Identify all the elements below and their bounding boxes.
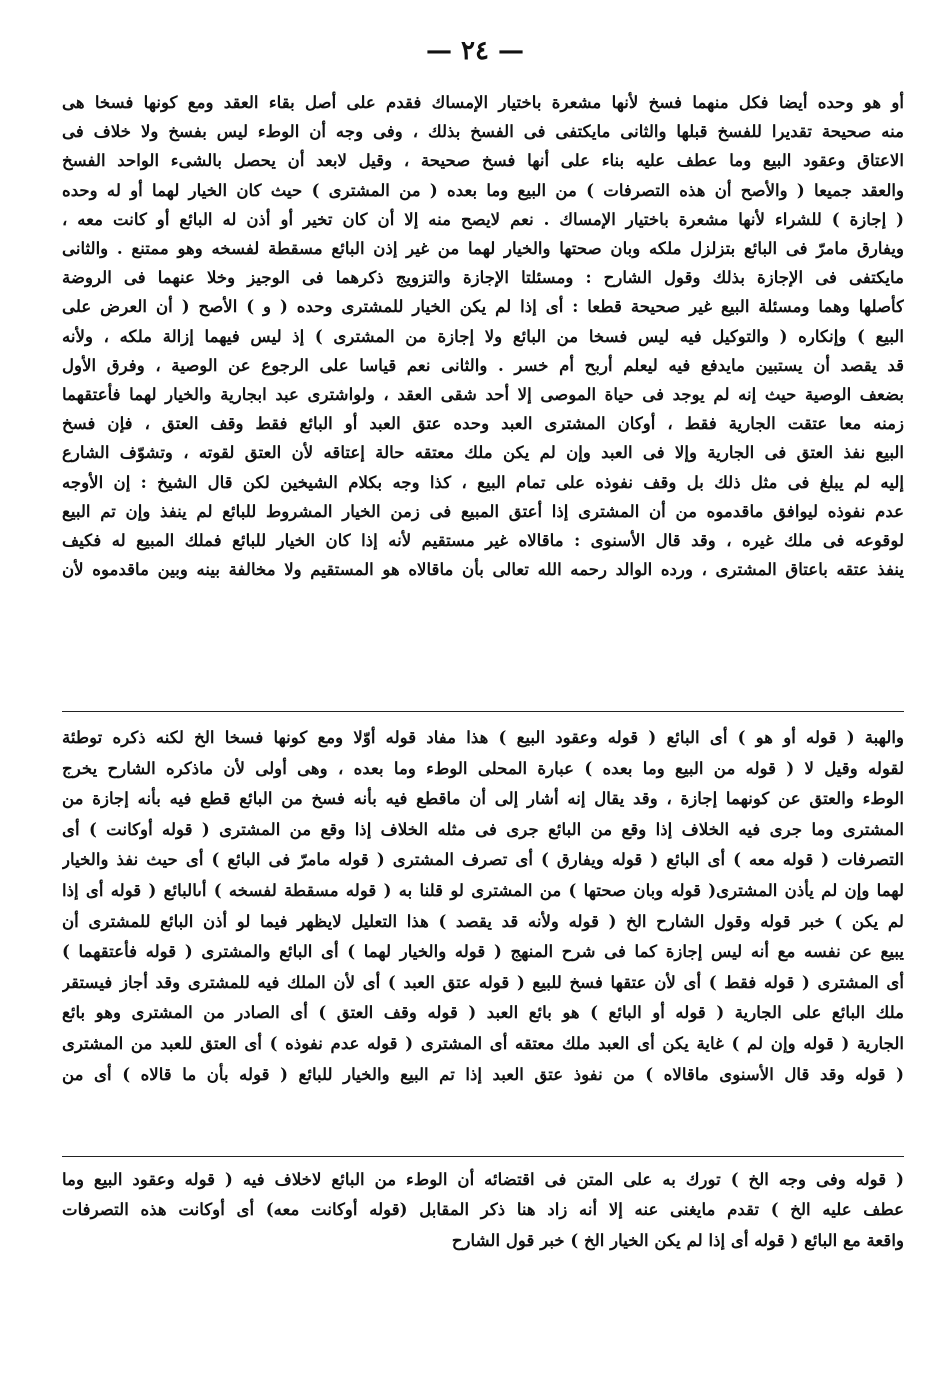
- gloss-line: عطف عليه الخ ) تقدم مايغنى عنه إلا أنه زاد هنا ذكر المقابل (قوله أوكانت معه) أى أوكانت هذه التصرفات: [62, 1199, 904, 1220]
- gloss-line: لهما وإن لم يأذن المشترى( قوله وبان صحتها ) من المشترى لو قلنا به ( قوله مسقطة لفسخه ) أىالبائع ( قوله أى إذا: [62, 879, 904, 900]
- main-line: لوقوعه فى ملك غيره ، وقد قال الأسنوى : ماقالاه غير مستقيم لأنه إذا كان الخيار للبائع فملك المبيع له فكيف: [62, 530, 904, 551]
- gloss-line: أى المشترى ( قوله فقط ) أى لأن عتقها فسخ للبيع ( قوله عتق العبد ) أى لأن الملك فيه للمشترى وقد أجاز فيستقر: [62, 971, 904, 992]
- main-line: منه صحيحة تقديرا للفسخ قبلها والثانى مايكتفى فى الفسخ بذلك ، وفى وجه أن الوطء ليس بفسخ ولا خلاف فى: [62, 121, 904, 142]
- main-line: قد يقصد أن يستبين مايدفع فيه ليعلم أربح أم خسر . والثانى نعم قياسا على الرجوع عن الوصية ، وفرق الأول: [62, 354, 904, 375]
- gloss-line: ( قوله وفى وجه الخ ) تورك به على المتن فى اقتضائه أن الوطء من البائع لاخلاف فيه ( قوله وعقود البيع وما: [62, 1169, 904, 1189]
- main-line: إليه لم يبلغ فى مثل ذلك بل وقف نفوذه على تمام البيع ، كذا وجه بكلام الشيخين لكن قال الشيخ : إن الأوجه: [62, 471, 904, 492]
- main-line: والعقد جميعا ( والأصح أن هذه التصرفات ) من البيع وما بعده ( من المشترى ) حيث كان الخيار لهما أو له وحده: [62, 179, 904, 200]
- gloss-line: لم يكن ) خبر قوله وقول الشارح الخ ( قوله ولأنه قد يقصد ) هذا التعليل لايظهر فيما لو أذن البائع للمشترى أن: [62, 910, 904, 931]
- main-line: مايكتفى فى الإجازة بذلك وقول الشارح : ومسئلتا الإجازة والتزويج ذكرهما فى الوجيز وخلا عنهما فى الروضة: [62, 267, 904, 288]
- main-line: ويفارق مامرّ فى البائع بتزلزل ملكه وبان صحتها والخيار لهما من غير إذن البائع مسقطة لفسخه وهو ممتنع . والثانى: [62, 238, 904, 259]
- page-number: — ٢٤ —: [425, 36, 525, 66]
- main-text-block: [62, 88, 904, 584]
- gloss-line: الجارية ( قوله وإن لم ) غاية يكن أى العبد ملك معتقه أى المشترى ( قوله عدم نفوذه ) أى العتق للعبد من المشترى: [62, 1032, 904, 1053]
- main-line: عدم نفوذه ليوافق ماقدموه من أن المشترى إذا أعتق المبيع فى زمن الخيار المشروط للبائع لم ينفذ وإن تم البيع: [62, 500, 904, 521]
- gloss-line: ( قوله وقد قال الأسنوى ماقالاه ) من نفوذ عتق العبد إذا تم البيع والخيار للبائع ( قوله بأن ما قالاه ) أى من: [62, 1063, 904, 1084]
- main-line: البيع ) وإنكاره ( والتوكيل فيه ليس فسخا من البائع ولا إجازة من المشترى ) إذ ليس فيهما إزالة ملكه ، ولأنه: [62, 325, 904, 346]
- separator-rule: [62, 1156, 904, 1157]
- gloss-line: والهبة ( قوله أو هو ) أى البائع ( قوله وعقود البيع ) هذا مفاد قوله أوّلا ومع كونها فسخا الخ لكنه ذكره توطئة: [62, 727, 904, 747]
- gloss-line: واقعة مع البائع ( قوله أى إذا لم يكن الخيار الخ ) خبر قول الشارح: [451, 1229, 904, 1250]
- gloss-line: لقوله وقيل لا ( قوله من البيع وما بعده ) عبارة المحلى الوطء وما بعده ، وهى أولى لأن ماذكره الشارح يخرج: [62, 757, 904, 778]
- main-line: البيع نفذ العتق فى الجارية وإلا فى العبد وإن لم يكن ملك معتقه حالة إعتاقه لأن العتق لقوته ، وتشوّف الشارع: [62, 442, 904, 463]
- main-line: أو هو وحده أيضا فكل منهما فسخ لأنها مشعرة باختيار الإمساك فقدم على أصل بقاء العقد ومع كونها فسخا هى: [62, 92, 904, 112]
- gloss-line: التصرفات ( قوله معه ) أى البائع ( قوله ويفارق ) أى تصرف المشترى ( قوله مامرّ فى البائع ) أى حيث نفذ والخيار: [62, 849, 904, 870]
- main-line: كأصلها وهما ومسئلة البيع غير صحيحة قطعا : أى إذا لم يكن الخيار للمشترى وحده ( و ) الأصح ( أن العرض على: [62, 296, 904, 317]
- main-line: بضعف الوصية حيث إنه لم يوجد فى حياة الموصى إلا أحد شقى العقد ، ولواشترى عبد ابجارية والخيار لهما فأعتقهما: [62, 384, 904, 405]
- gloss-block-2: [62, 1164, 904, 1255]
- main-line: ( إجازة ) للشراء لأنها مشعرة باختيار الإمساك . نعم لايصح منه إلا أن كان تخير أو أذن له البائع أو كانت معه ،: [62, 208, 904, 229]
- gloss-line: المشترى وما جرى فيه الخلاف إذا وقع من البائع جرى فى مثله الخلاف إذا وقع من المشترى ( قوله أوكانت ) أى: [62, 818, 904, 839]
- separator-rule: [62, 711, 904, 712]
- main-line: زمنه معا عتقت الجارية فقط ، أوكان المشترى العبد وحده عتق العبد أو البائع فقط وقف العتق ، فإن فسخ: [62, 413, 904, 434]
- gloss-line: الوطء والعتق عن كونهما إجازة ، وقد يقال إنه أشار إلى أن ماقطع فيه بأنه فسخ من البائع قطع فيه بأنه إجازة من: [62, 788, 904, 809]
- gloss-line: ملك البائع على الجارية ( قوله أو البائع ) هو بائع العبد ( قوله وقف العتق ) أى الصادر من المشترى وهو بائع: [62, 1002, 904, 1023]
- main-line: الاعتاق وعقود البيع وما عطف عليه بناء على أنها فسخ صحيحة ، وقيل لابعد أن يحصل بالشىء الواحد الفسخ: [62, 150, 904, 171]
- gloss-block-1: [62, 722, 904, 1089]
- main-line: ينفذ عتقه باعتاق المشترى ، ورده الوالد رحمه الله تعالى بأن ماقالاه هو المستقيم ولا مخالفة بينه وبين ماقدموه لأن: [62, 559, 904, 580]
- gloss-line: يبيع عن نفسه مع أنه ليس إجازة كما فى شرح المنهج ( قوله والخيار لهما ) أى البائع والمشترى ( قوله فأعتقهما ): [62, 941, 904, 962]
